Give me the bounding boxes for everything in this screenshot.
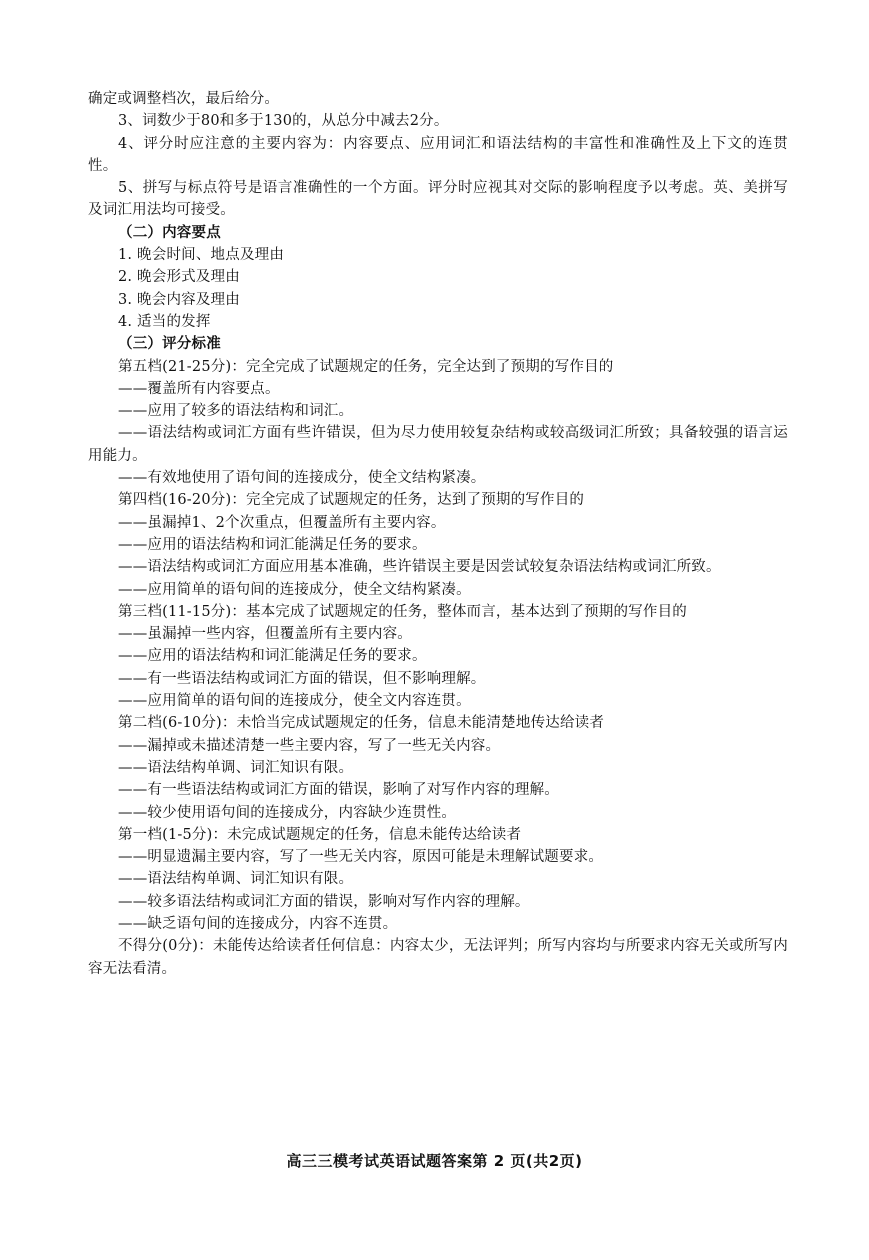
paragraph: 5、拼写与标点符号是语言准确性的一个方面。评分时应视其对交际的影响程度予以考虑。英、美拼写及词汇用法均可接受。 xyxy=(88,180,788,219)
paragraph: 确定或调整档次，最后给分。 xyxy=(88,91,280,107)
paragraph: ——应用简单的语句间的连接成分，使全文结构紧凑。 xyxy=(118,581,471,598)
paragraph: 3、词数少于80和多于130的，从总分中减去2分。 xyxy=(118,113,449,130)
paragraph: 第二档(6-10分)：未恰当完成试题规定的任务，信息未能清楚地传达给读者 xyxy=(118,715,605,732)
paragraph: ——缺乏语句间的连接成分，内容不连贯。 xyxy=(118,915,398,932)
paragraph: ——漏掉或未描述清楚一些主要内容，写了一些无关内容。 xyxy=(118,737,501,754)
paragraph: 第四档(16-20分)：完全完成了试题规定的任务，达到了预期的写作目的 xyxy=(118,492,585,509)
paragraph: 不得分(0分)：未能传达给读者任何信息：内容太少，无法评判；所写内容均与所要求内容无关或所写内容无法看清。 xyxy=(88,938,788,977)
paragraph: ——较少使用语句间的连接成分，内容缺少连贯性。 xyxy=(118,804,457,821)
answer-key-body xyxy=(88,88,788,980)
paragraph: ——虽漏掉一些内容，但覆盖所有主要内容。 xyxy=(118,626,412,643)
paragraph: 2. 晚会形式及理由 xyxy=(118,269,240,286)
paragraph: 第三档(11-15分)：基本完成了试题规定的任务，整体而言，基本达到了预期的写作目的 xyxy=(118,603,688,620)
paragraph: ——有效地使用了语句间的连接成分，使全文结构紧凑。 xyxy=(118,470,486,487)
paragraph: ——明显遗漏主要内容，写了一些无关内容，原因可能是未理解试题要求。 xyxy=(118,849,604,866)
paragraph: ——应用简单的语句间的连接成分，使全文内容连贯。 xyxy=(118,693,471,710)
paragraph: 第一档(1-5分)：未完成试题规定的任务，信息未能传达给读者 xyxy=(118,826,522,843)
paragraph: 3. 晚会内容及理由 xyxy=(118,291,240,308)
paragraph: ——应用了较多的语法结构和词汇。 xyxy=(118,403,354,420)
paragraph: ——语法结构单调、词汇知识有限。 xyxy=(118,871,354,888)
paragraph: ——较多语法结构或词汇方面的错误，影响对写作内容的理解。 xyxy=(118,893,530,910)
paragraph: ——虽漏掉1、2个次重点，但覆盖所有主要内容。 xyxy=(118,514,446,531)
page-footer: 高三三模考试英语试题答案第 2 页(共2页) xyxy=(286,1152,583,1170)
paragraph: 4. 适当的发挥 xyxy=(118,313,211,330)
paragraph: ——语法结构单调、词汇知识有限。 xyxy=(118,759,354,776)
paragraph: ——语法结构或词汇方面有些许错误，但为尽力使用较复杂结构或较高级词汇所致；具备较强的语言运用能力。 xyxy=(88,425,788,464)
section-heading: （二）内容要点 xyxy=(118,223,221,241)
paragraph: 第五档(21-25分)：完全完成了试题规定的任务，完全达到了预期的写作目的 xyxy=(118,358,614,375)
paragraph: ——有一些语法结构或词汇方面的错误，但不影响理解。 xyxy=(118,670,486,687)
paragraph: ——覆盖所有内容要点。 xyxy=(118,380,280,397)
paragraph: ——应用的语法结构和词汇能满足任务的要求。 xyxy=(118,648,427,665)
paragraph: 4、评分时应注意的主要内容为：内容要点、应用词汇和语法结构的丰富性和准确性及上下文的连贯性。 xyxy=(88,135,788,174)
paragraph: ——应用的语法结构和词汇能满足任务的要求。 xyxy=(118,536,427,553)
section-heading: （三）评分标准 xyxy=(118,335,221,353)
paragraph: ——语法结构或词汇方面应用基本准确，些许错误主要是因尝试较复杂语法结构或词汇所致。 xyxy=(118,559,721,576)
paragraph: ——有一些语法结构或词汇方面的错误，影响了对写作内容的理解。 xyxy=(118,782,559,799)
paragraph: 1. 晚会时间、地点及理由 xyxy=(118,247,285,264)
